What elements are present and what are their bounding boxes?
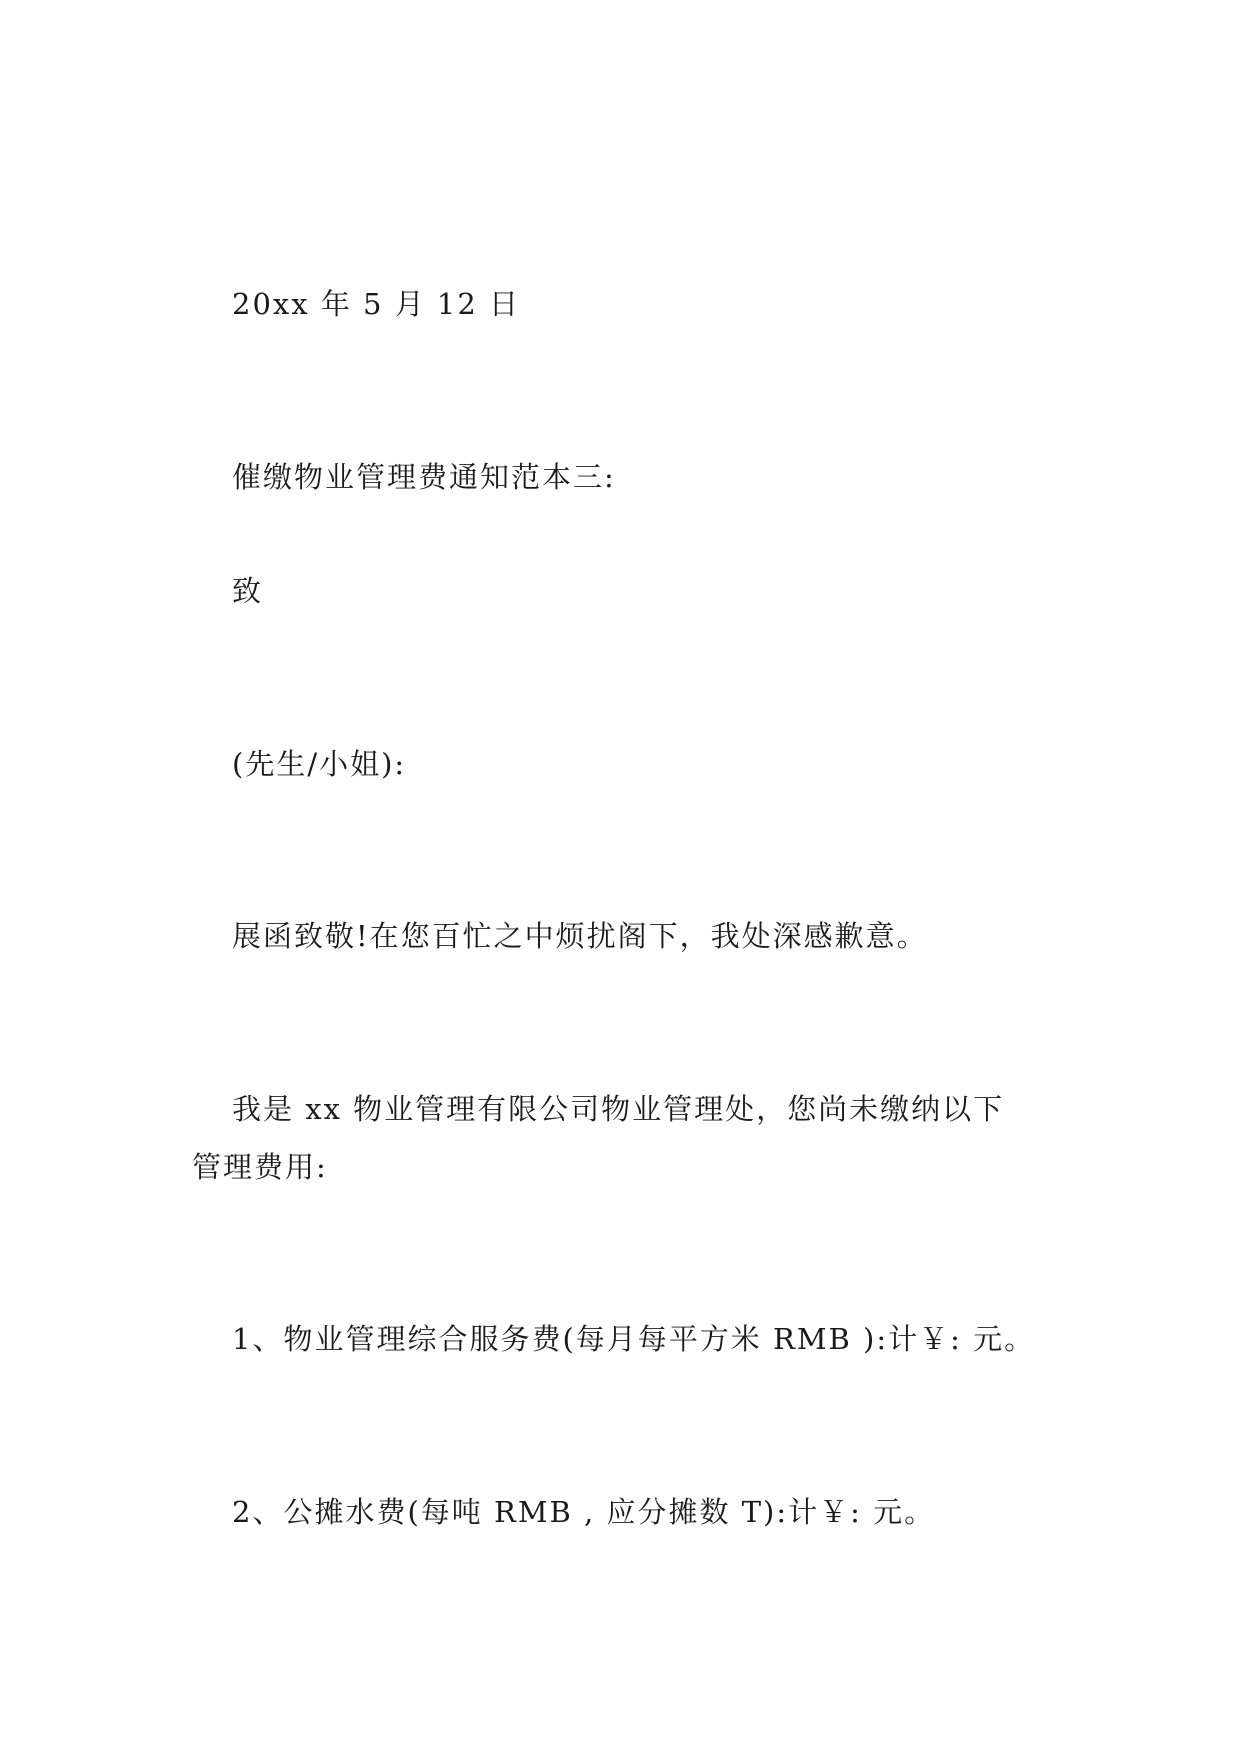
fee-item: 1、物业管理综合服务费(每月每平方米 RMB ):计￥: 元。	[232, 1322, 1036, 1356]
salutation-to: 致	[232, 574, 264, 608]
document-date: 20xx 年 5 月 12 日	[232, 287, 521, 321]
intro-paragraph-line-1: 我是 xx 物业管理有限公司物业管理处，您尚未缴纳以下	[232, 1092, 1005, 1126]
intro-paragraph-line-2: 管理费用:	[192, 1150, 328, 1184]
greeting-paragraph: 展函致敬!在您百忙之中烦扰阁下，我处深感歉意。	[232, 919, 928, 953]
notice-heading: 催缴物业管理费通知范本三:	[232, 460, 616, 494]
salutation-name: (先生/小姐):	[232, 747, 407, 781]
fee-item: 2、公摊水费(每吨 RMB , 应分摊数 T):计￥: 元。	[232, 1495, 936, 1529]
